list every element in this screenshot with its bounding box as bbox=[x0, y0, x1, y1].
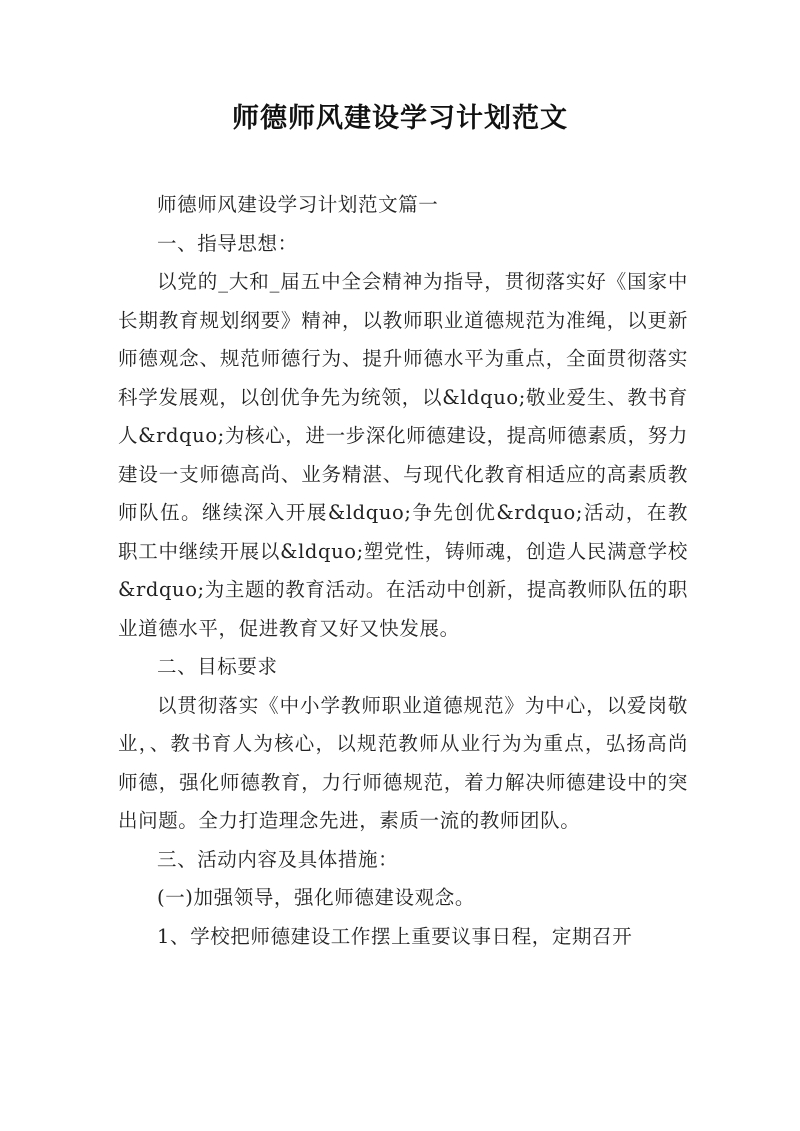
section-heading-activities: 三、活动内容及具体措施： bbox=[157, 847, 399, 871]
section-heading-guiding-ideology: 一、指导思想： bbox=[157, 231, 298, 255]
subsection-heading-leadership: (一)加强领导，强化师德建设观念。 bbox=[157, 886, 475, 909]
paragraph-goals: 以贯彻落实《中小学教师职业道德规范》为中心，以爱岗敬业，、教书育人为核心，以规范教师从业行为为重点，弘扬高尚师德，强化师德教育，力行师德规范，着力解决师德建设中的突出问题。全力打造理念先进，素质一流的教师团队。 bbox=[118, 693, 688, 832]
document-title: 师德师风建设学习计划范文 bbox=[232, 103, 568, 134]
document-body bbox=[118, 186, 688, 956]
paragraph-guiding-ideology: 以党的_大和_届五中全会精神为指导，贯彻落实好《国家中长期教育规划纲要》精神，以教师职业道德规范为准绳，以更新师德观念、规范师德行为、提升师德水平为重点，全面贯彻落实科学发展观，以创优争先为统领，以&ldquo;敬业爱生、教书育人&rdquo;为核心，进一步深化师德建设，提高师德素质，努力建设一支师德高尚、业务精湛、与现代化教育相适应的高素质教师队伍。继续深入开展&ldquo;争先创优&rdquo;活动，在教职工中继续开展以&ldquo;塑党性，铸师魂，创造人民满意学校&rdquo;为主题的教育活动。在活动中创新，提高教师队伍的职业道德水平，促进教育又好又快发展。 bbox=[118, 270, 688, 640]
section-heading-article: 师德师风建设学习计划范文篇一 bbox=[157, 193, 439, 216]
section-heading-goals: 二、目标要求 bbox=[157, 655, 278, 678]
list-item-1: 1、学校把师德建设工作摆上重要议事日程，定期召开 bbox=[157, 924, 633, 948]
